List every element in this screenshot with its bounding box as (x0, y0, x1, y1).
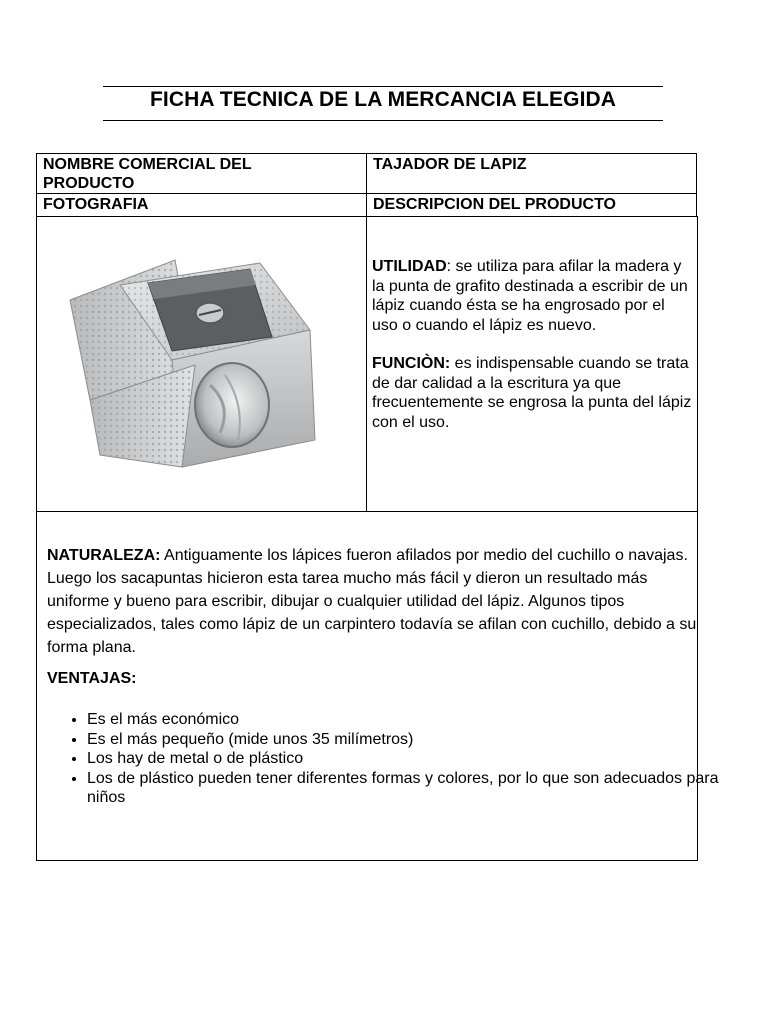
funcion-label: FUNCIÒN: (372, 355, 451, 372)
ventajas-list (47, 710, 727, 808)
utilidad-paragraph (372, 257, 692, 335)
utilidad-text: : se utiliza para afilar la madera y la punta de grafito destinada a escribir de un lápiz cuando ésta se ha engrosado por el uso o cuando el lápiz es nuevo. (372, 258, 688, 334)
pencil-sharpener-image (60, 255, 320, 475)
list-item: • Es el más pequeño (mide unos 35 milímetros) (87, 730, 727, 750)
title-bottom-rule (103, 120, 663, 121)
ventajas-title: VENTAJAS: (47, 670, 137, 687)
page-title: FICHA TECNICA DE LA MERCANCIA ELEGIDA (149, 88, 617, 111)
foto-label: FOTOGRAFIA (43, 196, 149, 213)
nombre-label: NOMBRE COMERCIAL DEL PRODUCTO (43, 156, 252, 192)
utilidad-label: UTILIDAD (372, 258, 447, 275)
funcion-paragraph (372, 354, 692, 432)
naturaleza-text: Antiguamente los lápices fueron afilados por medio del cuchillo o navajas. Luego los sacapuntas hicieron esta tarea mucho más fácil y dieron un resultado más uniforme y bueno para escribir, dibujar o cualquier utilidad del lápiz. Algunos tipos especializados, tales como lápiz de un carpintero todavía se afilan con cuchillo, debido a su forma plana. (47, 547, 697, 656)
naturaleza-label: NATURALEZA: (47, 547, 161, 564)
funcion-text: es indispensable cuando se trata de dar calidad a la escritura ya que frecuentemente se engrosa la punta del lápiz con el uso. (372, 355, 692, 431)
list-item: • Los de plástico pueden tener diferentes formas y colores, por lo que son adecuados para niños (87, 769, 727, 808)
list-item: • Los hay de metal o de plástico (87, 749, 727, 769)
naturaleza-section (47, 544, 697, 659)
product-description (372, 257, 692, 451)
list-item: • Es el más económico (87, 710, 727, 730)
sharpener-photo (60, 255, 320, 475)
nombre-value: TAJADOR DE LAPIZ (373, 156, 527, 173)
descripcion-label: DESCRIPCION DEL PRODUCTO (373, 196, 616, 213)
naturaleza-paragraph (47, 544, 697, 659)
title-top-rule (103, 86, 663, 87)
